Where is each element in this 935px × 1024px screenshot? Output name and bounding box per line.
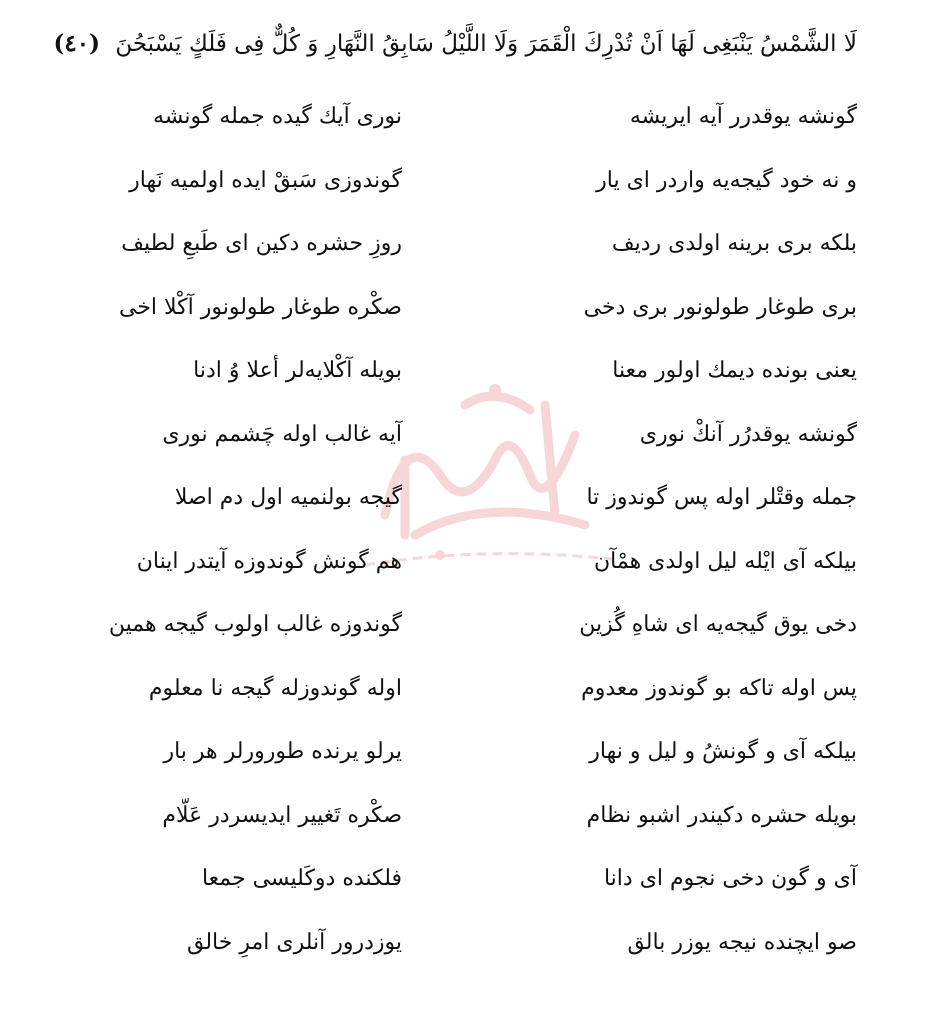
second-hemistich: صكْره طوغار طولونور آكْلا اخى xyxy=(119,294,402,320)
second-hemistich: گيجه بولنميه اول دم اصلا xyxy=(174,485,402,510)
second-hemistich: هم گونش گوندوزه آيتدر اينان xyxy=(136,548,402,574)
couplet xyxy=(40,481,857,545)
couplet xyxy=(40,608,857,672)
couplet xyxy=(40,672,857,736)
first-hemistich: بويله حشره دكيندر اشبو نظام xyxy=(586,802,857,828)
first-hemistich: گونشه يوقدرُر آنكْ نورى xyxy=(639,421,857,447)
first-hemistich: و نه خود گيجه‌يه واردر اى يار xyxy=(596,167,857,193)
couplet xyxy=(40,735,857,799)
second-hemistich: نورى آيك گيده جمله گونشه xyxy=(152,104,402,129)
second-hemistich: صكْره تَغيير ايديسردر عَلّام xyxy=(162,802,402,828)
first-hemistich: يعنى بونده ديمك اولور معنا xyxy=(612,358,857,383)
verse-number: (٤٠) xyxy=(53,30,100,57)
second-hemistich: روزِ حشره دكين اى طَبعِ لطيف xyxy=(121,231,402,256)
first-hemistich: بلكه برى برينه اولدى رديف xyxy=(611,231,857,256)
couplet xyxy=(40,164,857,228)
first-hemistich: دخى يوق گيجه‌يه اى شاهِ گُزين xyxy=(579,612,857,637)
first-hemistich: گونشه يوقدرر آيه ايريشه xyxy=(629,104,857,129)
first-hemistich: پس اوله تاكه بو گوندوز معدوم xyxy=(581,675,857,701)
second-hemistich: اوله گوندوزله گيجه نا معلوم xyxy=(148,675,402,701)
couplet xyxy=(40,799,857,863)
couplet xyxy=(40,291,857,355)
second-hemistich: آيه غالب اوله چَشمم نورى xyxy=(162,421,402,447)
second-hemistich: فلكنده دوكَليسى جمعا xyxy=(201,866,402,891)
couplet xyxy=(40,227,857,291)
couplet xyxy=(40,354,857,418)
couplet xyxy=(40,862,857,926)
couplet xyxy=(40,418,857,482)
first-hemistich: صو ايچنده نيجه يوزر بالق xyxy=(627,929,857,955)
poem-couplets xyxy=(40,100,857,989)
first-hemistich: برى طوغار طولونور برى دخى xyxy=(583,294,857,320)
first-hemistich: جمله وقتْلر اوله پس گوندوز تا xyxy=(586,485,857,510)
second-hemistich: يوزدرور آنلرى امرِ خالق xyxy=(186,929,402,955)
second-hemistich: گوندوزه غالب اولوب گيجه همين xyxy=(108,612,402,637)
verse-text: لَا الشَّمْسُ يَنْبَغِى لَهَا اَنْ تُدْرِكَ الْقَمَرَ وَلَا اللَّيْلُ سَابِقُ النَّهَارِ وَ كُلٌّ فِى فَلَكٍ يَسْبَحُنَ xyxy=(115,31,857,57)
quran-verse-header xyxy=(40,28,857,60)
couplet xyxy=(40,926,857,990)
first-hemistich: آى و گون دخى نجوم اى دانا xyxy=(603,866,857,891)
first-hemistich: بيلكه آى ايْله ليل اولدى همْآن xyxy=(594,548,857,574)
first-hemistich: بيلكه آى و گونشُ و ليل و نهار xyxy=(589,739,857,764)
second-hemistich: بويله آكْلايه‌لر أعلا وُ ادنا xyxy=(193,358,402,383)
couplet xyxy=(40,100,857,164)
couplet xyxy=(40,545,857,609)
second-hemistich: گوندوزى سَبقْ ايده اولميه نَهار xyxy=(129,167,402,193)
second-hemistich: يرلو يرنده طورورلر هر بار xyxy=(163,739,402,764)
